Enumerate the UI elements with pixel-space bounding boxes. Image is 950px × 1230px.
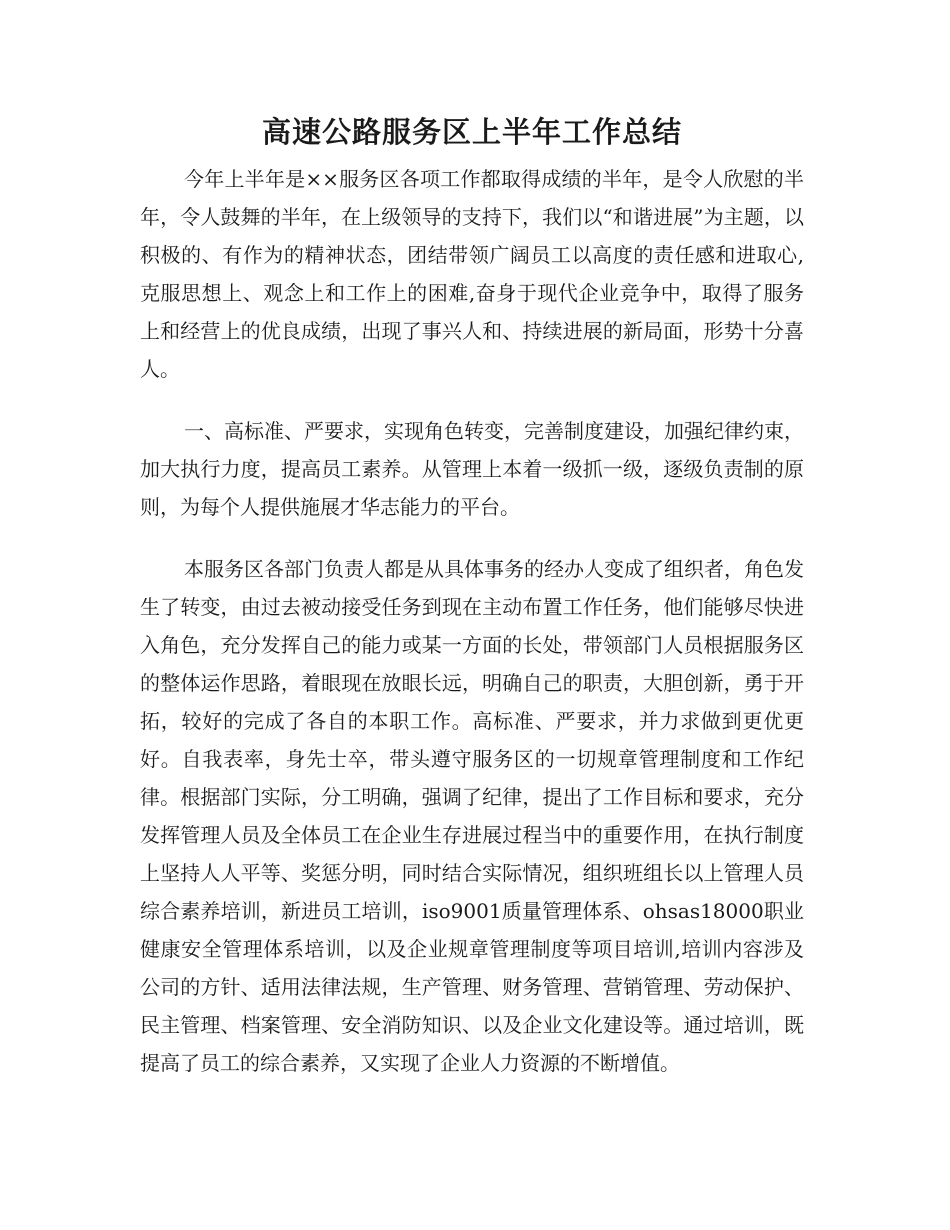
- document-title: 高速公路服务区上半年工作总结: [261, 115, 682, 149]
- paragraph-section-one: 一、高标准、严要求，实现角色转变，完善制度建设，加强纪律约束，加大执行力度，提高员工素养。从管理上本着一级抓一级，逐级负责制的原则，为每个人提供施展才华志能力的平台。: [140, 419, 804, 519]
- paragraph-details: 本服务区各部门负责人都是从具体事务的经办人变成了组织者，角色发生了转变，由过去被动接受任务到现在主动布置工作任务，他们能够尽快进入角色，充分发挥自己的能力或某一方面的长处，带领部门人员根据服务区的整体运作思路，着眼现在放眼长远，明确自己的职责，大胆创新，勇于开拓，较好的完成了各自的本职工作。高标准、严要求，并力求做到更优更好。自我表率，身先士卒，带头遵守服务区的一切规章管理制度和工作纪律。根据部门实际，分工明确，强调了纪律，提出了工作目标和要求，充分发挥管理人员及全体员工在企业生存进展过程当中的重要作用，在执行制度上坚持人人平等、奖惩分明，同时结合实际情况，组织班组长以上管理人员综合素养培训，新进员工培训，iso9001质量管理体系、ohsas18000职业健康安全管理体系培训，以及企业规章管理制度等项目培训,培训内容涉及公司的方针、适用法律法规，生产管理、财务管理、营销管理、劳动保护、民主管理、档案管理、安全消防知识、以及企业文化建设等。通过培训，既提高了员工的综合素养，又实现了企业人力资源的不断增值。: [140, 557, 804, 1075]
- paragraph-intro: 今年上半年是××服务区各项工作都取得成绩的半年，是令人欣慰的半年，令人鼓舞的半年，在上级领导的支持下，我们以“和谐进展”为主题，以积极的、有作为的精神状态，团结带领广阔员工以高度的责任感和进取心,克服思想上、观念上和工作上的困难,奋身于现代企业竞争中，取得了服务上和经营上的优良成绩，出现了事兴人和、持续进展的新局面，形势十分喜人。: [140, 167, 804, 381]
- document-page: [140, 112, 804, 1082]
